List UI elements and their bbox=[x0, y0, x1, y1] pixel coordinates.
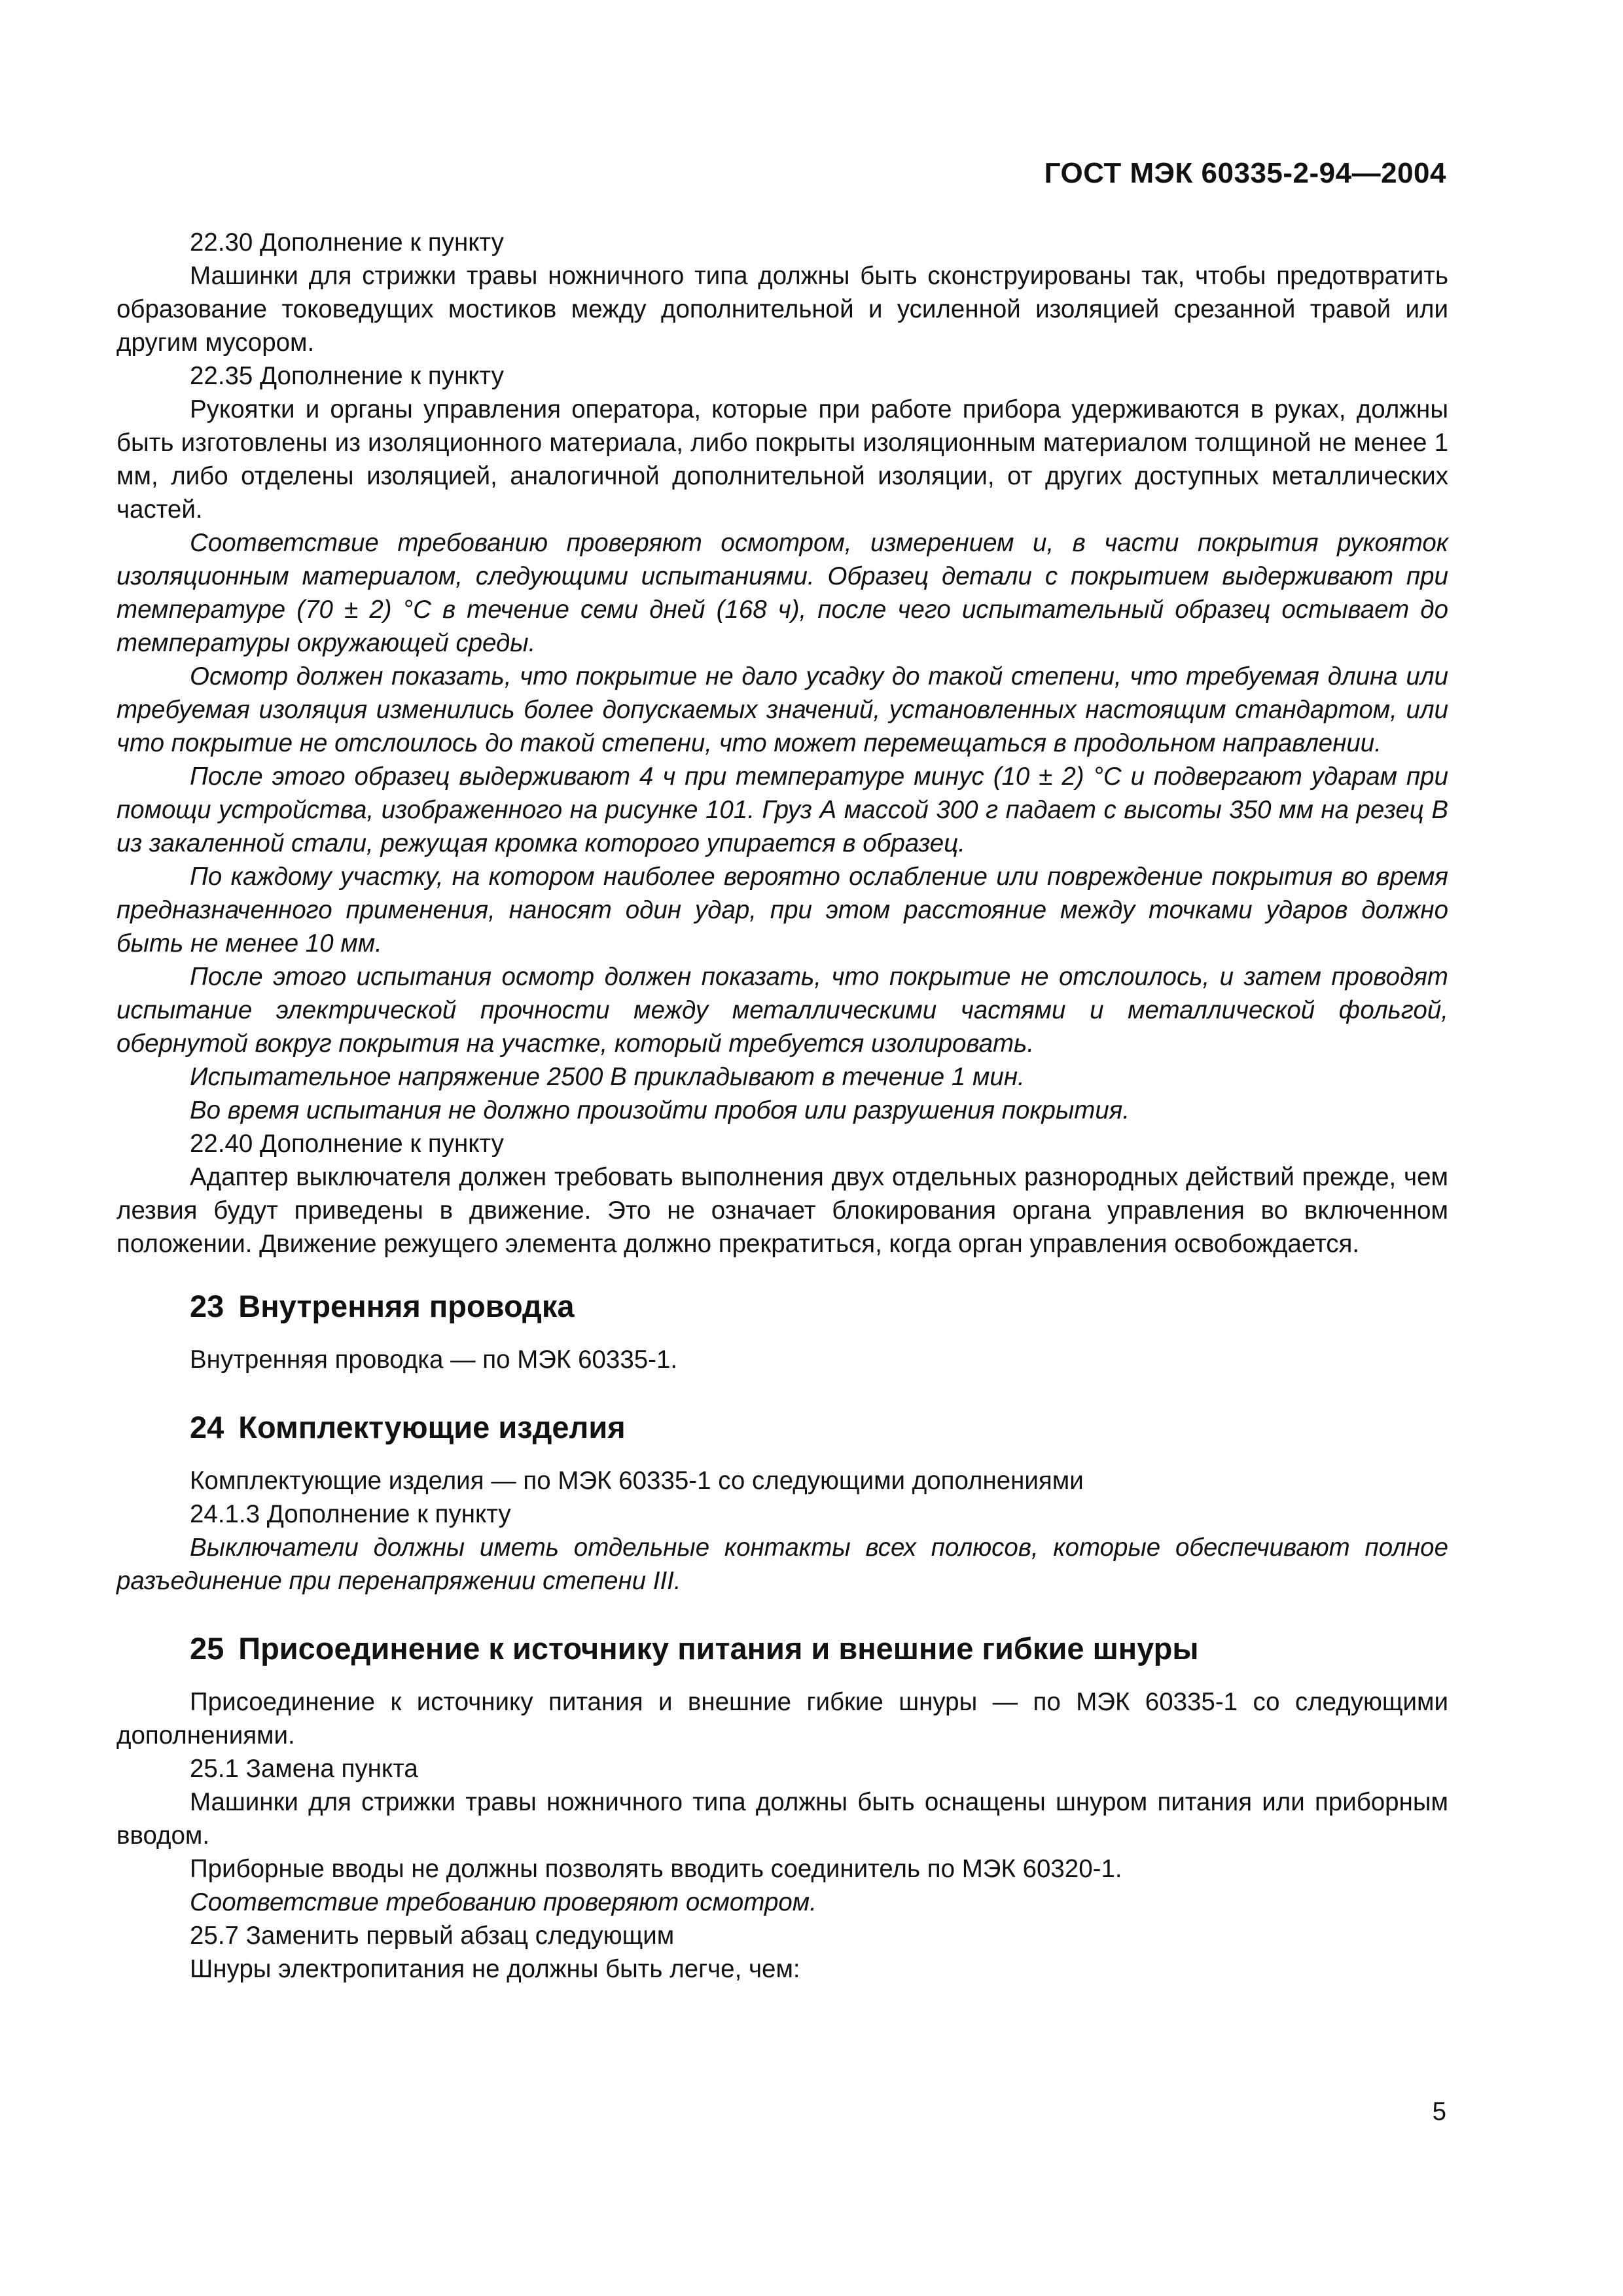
paragraph: Машинки для стрижки травы ножничного типа должны быть сконструированы так, чтобы предотвратить образование токоведущих мостиков между дополнительной и усиленной изоляцией срезанной травой или другим мусором. bbox=[116, 262, 1448, 357]
document-body bbox=[116, 226, 1448, 1986]
paragraph: 22.35 Дополнение к пункту bbox=[190, 362, 504, 390]
paragraph: Присоединение к источнику питания и внешние гибкие шнуры — по МЭК 60335-1 со следующими дополнениями. bbox=[116, 1688, 1448, 1749]
section-23-body bbox=[116, 1343, 1448, 1376]
paragraph: После этого образец выдерживают 4 ч при температуре минус (10 ± 2) °С и подвергают ударам при помощи устройства, изображенного на рисунке 101. Груз А массой 300 г падает с высоты 350 мм на резец В из закаленной стали, режущая кромка которого упирается в образец. bbox=[116, 762, 1448, 857]
section-heading-24 bbox=[116, 1408, 1448, 1447]
section-24-body bbox=[116, 1464, 1448, 1598]
section-number: 24 bbox=[190, 1410, 224, 1444]
section-title: Комплектующие изделия bbox=[238, 1410, 626, 1444]
paragraph: Машинки для стрижки травы ножничного типа должны быть оснащены шнуром питания или приборным вводом. bbox=[116, 1788, 1448, 1850]
document-header-id: ГОСТ МЭК 60335-2-94—2004 bbox=[1044, 157, 1446, 189]
section-number: 23 bbox=[190, 1289, 224, 1323]
paragraph: Шнуры электропитания не должны быть легче, чем: bbox=[190, 1955, 800, 1983]
paragraph: По каждому участку, на котором наиболее вероятно ослабление или повреждение покрытия во время предназначенного применения, наносят один удар, при этом расстояние между точками ударов должно быть не менее 10 мм. bbox=[116, 863, 1448, 958]
paragraph: 25.1 Замена пункта bbox=[190, 1755, 418, 1783]
paragraph: Испытательное напряжение 2500 В прикладывают в течение 1 мин. bbox=[190, 1063, 1025, 1091]
paragraph: Соответствие требованию проверяют осмотром. bbox=[190, 1888, 817, 1916]
paragraph: Комплектующие изделия — по МЭК 60335-1 со следующими дополнениями bbox=[190, 1467, 1084, 1495]
section-22-continuation bbox=[116, 226, 1448, 1261]
paragraph: Выключатели должны иметь отдельные контакты всех полюсов, которые обеспечивают полное разъединение при перенапряжении степени III. bbox=[116, 1534, 1448, 1595]
paragraph: 25.7 Заменить первый абзац следующим bbox=[190, 1922, 675, 1950]
paragraph: Приборные вводы не должны позволять вводить соединитель по МЭК 60320-1. bbox=[190, 1855, 1122, 1883]
paragraph: Во время испытания не должно произойти пробоя или разрушения покрытия. bbox=[190, 1096, 1130, 1124]
paragraph: 22.40 Дополнение к пункту bbox=[190, 1130, 504, 1158]
section-title: Присоединение к источнику питания и внешние гибкие шнуры bbox=[238, 1631, 1199, 1666]
section-title: Внутренняя проводка bbox=[238, 1289, 575, 1323]
paragraph: Адаптер выключателя должен требовать выполнения двух отдельных разнородных действий прежде, чем лезвия будут приведены в движение. Это не означает блокирования органа управления во включенном положении. Движение режущего элемента должно прекратиться, когда орган управления освобождается. bbox=[116, 1163, 1448, 1258]
section-number: 25 bbox=[190, 1631, 224, 1666]
paragraph: 22.30 Дополнение к пункту bbox=[190, 228, 504, 257]
paragraph: Осмотр должен показать, что покрытие не дало усадку до такой степени, что требуемая длина или требуемая изоляция изменились более допускаемых значений, установленных настоящим стандартом, или что покрытие не отслоилось до такой степени, что может перемещаться в продольном направлении. bbox=[116, 662, 1448, 757]
paragraph: После этого испытания осмотр должен показать, что покрытие не отслоилось, и затем проводят испытание электрической прочности между металлическими частями и металлической фольгой, обернутой вокруг покрытия на участке, который требуется изолировать. bbox=[116, 963, 1448, 1058]
section-heading-25 bbox=[116, 1629, 1448, 1668]
paragraph: Рукоятки и органы управления оператора, которые при работе прибора удерживаются в руках, должны быть изготовлены из изоляционного материала, либо покрыты изоляционным материалом толщиной не менее 1 мм, либо отделены изоляцией, аналогичной дополнительной изоляции, от других доступных металлических частей. bbox=[116, 395, 1448, 524]
section-heading-23 bbox=[116, 1287, 1448, 1326]
paragraph: Внутренняя проводка — по МЭК 60335-1. bbox=[190, 1346, 678, 1374]
page-number: 5 bbox=[1432, 2098, 1446, 2126]
section-25-body bbox=[116, 1685, 1448, 1986]
paragraph: 24.1.3 Дополнение к пункту bbox=[190, 1500, 511, 1528]
paragraph: Соответствие требованию проверяют осмотром, измерением и, в части покрытия рукояток изоляционным материалом, следующими испытаниями. Образец детали с покрытием выдерживают при температуре (70 ± 2) °С в течение семи дней (168 ч), после чего испытательный образец остывает до температуры окружающей среды. bbox=[116, 529, 1448, 657]
